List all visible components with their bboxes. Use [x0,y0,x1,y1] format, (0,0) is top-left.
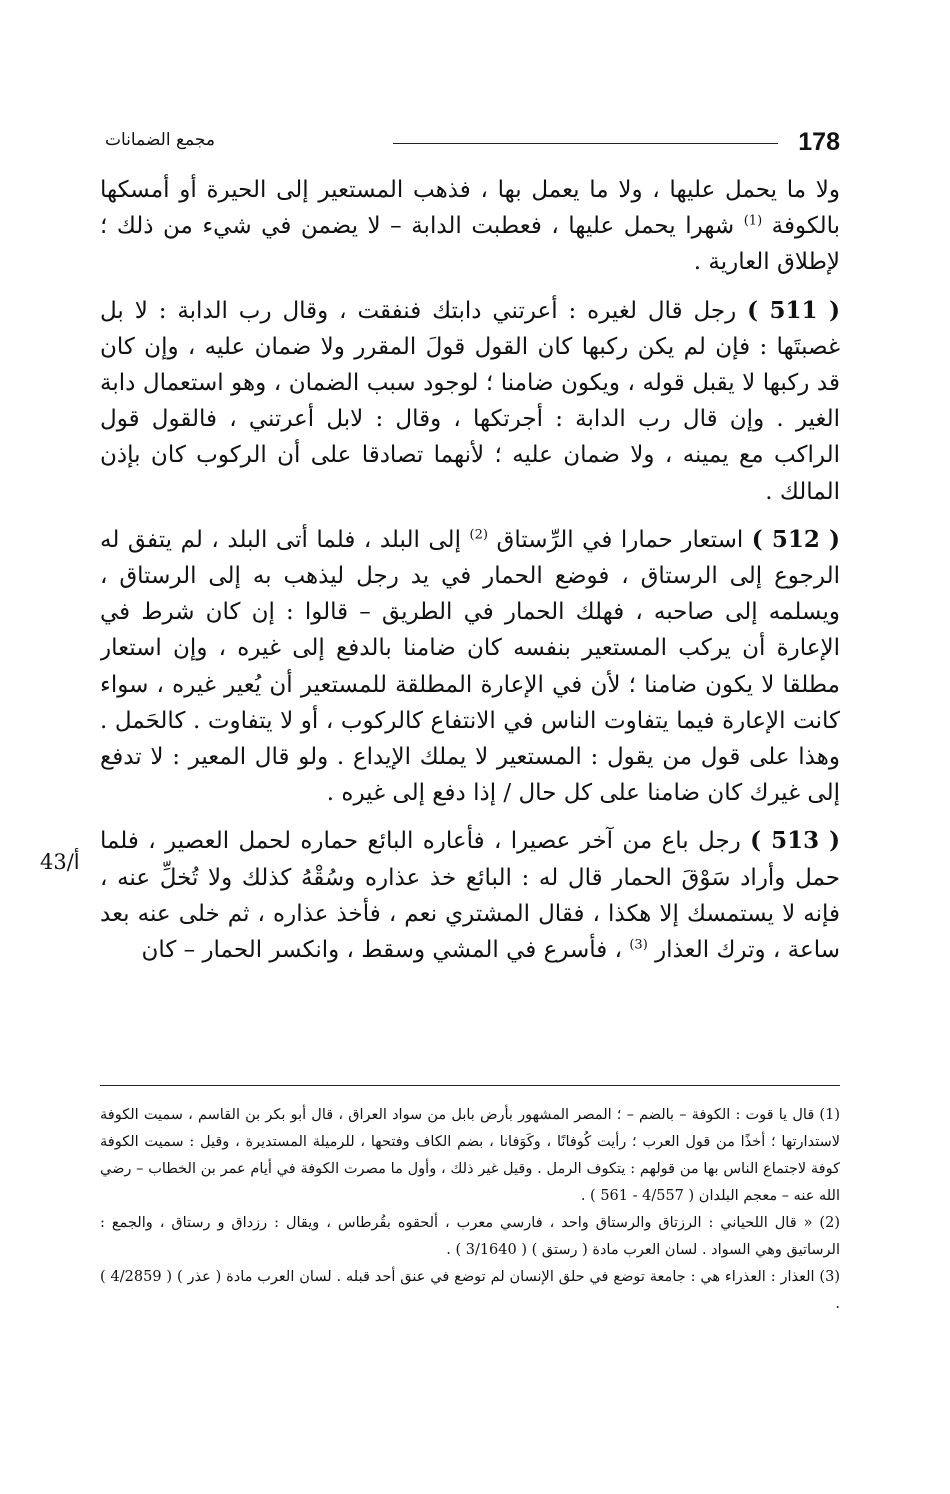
running-title: مجمع الضمانات [105,130,215,150]
item-number: ( 511 ) [747,296,840,324]
footnote-2: (2) « قال اللحياني : الرزتاق والرستاق واحد ، فارسي معرب ، ألحقوه بقُرطاس ، ويقال : رزداق و رستاق ، والجمع : الرساتيق وهي السواد . لسان العرب مادة ( رستق ) ( 3/1640 ) . [100,1215,840,1258]
item-number: ( 512 ) [751,525,840,553]
paragraph-511: ( 511 ) رجل قال لغيره : أعرتني دابتك فنفقت ، وقال رب الدابة : لا بل غصبتَها : فإن لم يكن ركبها كان القول قولَ المقرر ولا ضمان عليه ، وإن كان قد ركبها لا يقبل قوله ، ويكون ضامنا ؛ لوجود سبب الضمان ، وهو استعمال دابة الغير . وإن قال رب الدابة : أجرتكها ، وقال : لابل أعرتني ، فالقول قول الراكب مع يمينه ، ولا ضمان عليه ؛ لأنهما تصادقا على أن الركوب كان بإذن المالك . [100,296,840,505]
header-rule [393,143,778,144]
page-number: 178 [798,128,840,156]
footnote-1: (1) قال يا قوت : الكوفة – بالضم – ؛ المصر المشهور بأرض بابل من سواد العراق ، قال أبو بكر بن القاسم ، سميت الكوفة لاستدارتها ؛ أخذًا من قول العرب ؛ رأيت كُوفانًا ، وكَوَفانا ، بضم الكاف وفتحها ، للرميلة المستديرة ، وقيل : سميت الكوفة كوفة لاجتماع الناس بها من قولهم : يتكوف الرمل . وقيل غير ذلك ، وأول ما مصرت الكوفة في أيام عمر بن الخطاب – رضي الله عنه – معجم البلدان ( 4/557 - 561 ) . [100,1107,840,1204]
manuscript-folio-ref: 43/أ [40,850,80,874]
footnote-ref: (3) [629,937,648,953]
footnote-ref: (1) [743,213,763,229]
page-header [100,128,840,160]
paragraph-512: ( 512 ) استعار حمارا في الرِّستاق $^{(2)}$ إلى البلد ، فلما أتى البلد ، لم يتفق له الرجوع إلى الرستاق ، فوضع الحمار في يد رجل ليذهب به إلى الرستاق ، ويسلمه إلى صاحبه ، فهلك الحمار في الطريق – قالوا : إن كان شرط في الإعارة أن يركب المستعير بنفسه كان ضامنا بالدفع إلى غيره ، وإن استعار مطلقا لا يكون ضامنا ؛ لأن في الإعارة المطلقة للمستعير أن يُعير غيره ، سواء كانت الإعارة فيما يتفاوت الناس في الانتفاع كالركوب ، أو لا يتفاوت . كالحَمل . وهذا على قول من يقول : المستعير لا يملك الإيداع . ولو قال المعير : لا تدفع إلى غيرك كان ضامنا على كل حال / إذا دفع إلى غيره . [100,525,840,807]
paragraph-513: ( 513 ) رجل باع من آخر عصيرا ، فأعاره البائع حماره لحمل العصير ، فلما حمل وأراد سَوْقَ الحمار قال له : البائع خذ عذاره وسُقْهُ كذلك ولا تُخلِّ عنه ، فإنه لا يستمسك إلا هكذا ، فقال المشتري نعم ، فأخذ عذاره ، ثم خلى عنه بعد ساعة ، وترك العذار $^{(3)}$ ، فأسرع في المشي وسقط ، وانكسر الحمار – كان [100,827,840,964]
footnote-ref: (2) [469,527,488,543]
footnote-separator [100,1085,840,1086]
paragraph-continued: ولا ما يحمل عليها ، ولا ما يعمل بها ، فذهب المستعير إلى الحيرة أو أمسكها بالكوفة $^{(1)}$ شهرا يحمل عليها ، فعطبت الدابة – لا يضمن في شيء من ذلك ؛ لإطلاق العارية . [100,177,840,276]
item-number: ( 513 ) [750,827,840,855]
footnote-3: (3) العذار : العذراء هي : جامعة توضع في حلق الإنسان لم توضع في عنق أحد قبله . لسان العرب مادة ( عذر ) ( 4/2859 ) . [100,1269,840,1312]
main-text [100,172,840,1077]
footnotes [100,1102,840,1362]
